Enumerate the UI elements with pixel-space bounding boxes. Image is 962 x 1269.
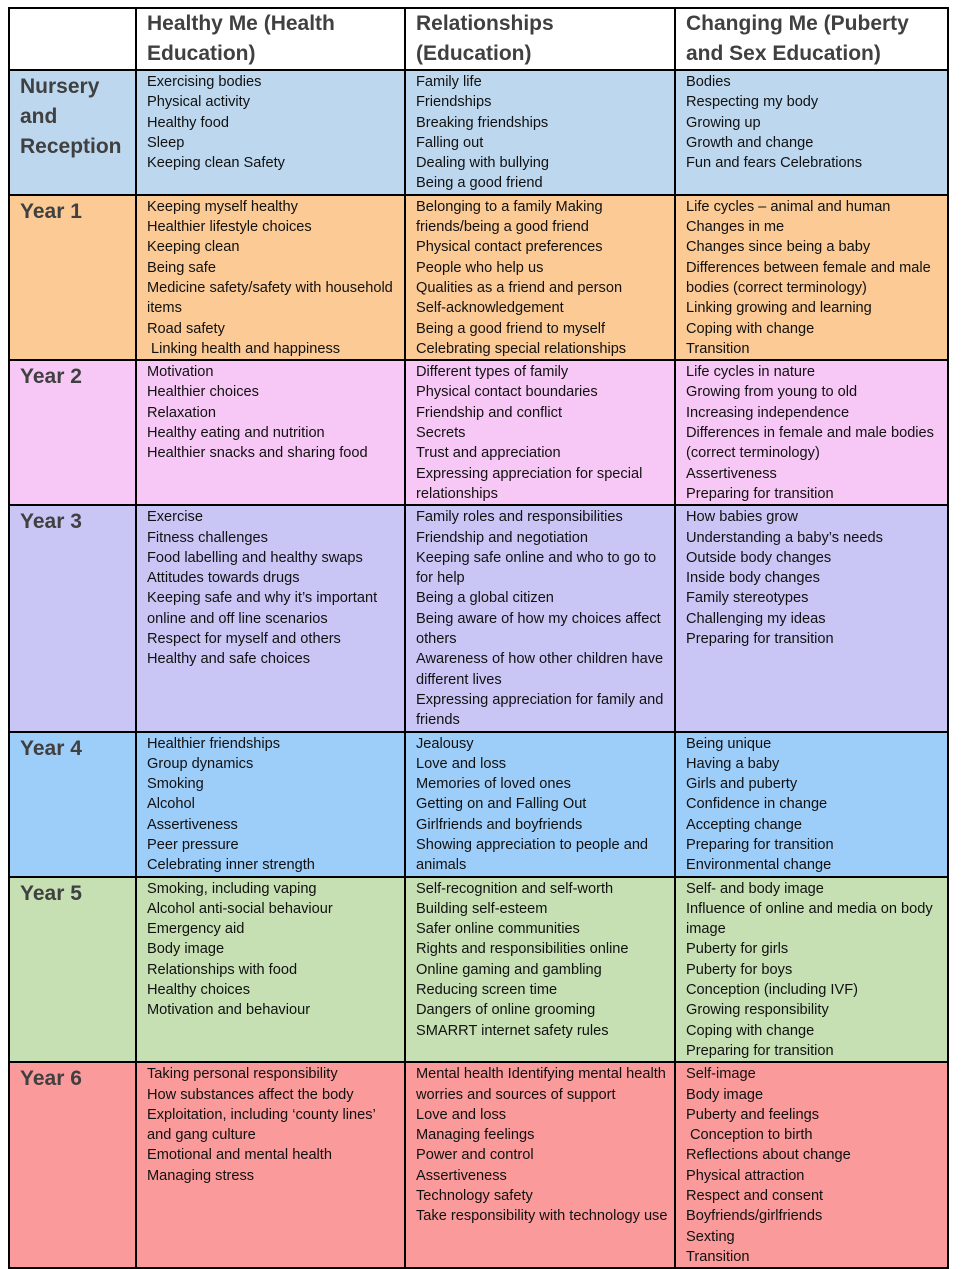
list-item: Exploitation, including ‘county lines’ and gang culture xyxy=(147,1106,376,1144)
list-item: Smoking, including vaping xyxy=(147,880,317,897)
list-item: Peer pressure xyxy=(147,836,239,853)
list-item: Smoking xyxy=(147,776,204,793)
list-item: Healthier lifestyle choices xyxy=(147,219,312,236)
list-item: Memories of loved ones xyxy=(416,776,571,793)
list-item: Qualities as a friend and person xyxy=(416,279,623,296)
relationships-cell xyxy=(405,1062,675,1268)
list-item: Healthy choices xyxy=(147,982,251,999)
list-item: Food labelling and healthy swaps xyxy=(147,549,363,566)
list-item: Awareness of how other children have different lives xyxy=(416,651,664,688)
list-item: SMARRT internet safety rules xyxy=(416,1022,609,1039)
list-item: Coping with change xyxy=(686,1022,815,1039)
list-item: Linking health and happiness xyxy=(151,340,341,357)
list-item: Managing feelings xyxy=(416,1127,535,1144)
list-item: Assertiveness xyxy=(147,816,238,833)
year-label-year-5: Year 5 xyxy=(9,877,136,1063)
list-item: Outside body changes xyxy=(686,549,832,566)
list-item: Puberty for boys xyxy=(686,961,793,978)
list-item: Relaxation xyxy=(147,404,216,421)
table-row xyxy=(9,732,948,877)
list-item: Self-image xyxy=(686,1066,756,1083)
list-item: Mental health Identifying mental health worries and sources of support xyxy=(416,1066,666,1103)
list-item: Boyfriends/girlfriends xyxy=(686,1208,823,1225)
list-item: Life cycles – animal and human xyxy=(686,198,891,215)
list-item: Conception (including IVF) xyxy=(686,982,858,999)
table-body xyxy=(9,70,948,1268)
list-item: Changes since being a baby xyxy=(686,239,871,256)
list-item: Alcohol anti-social behaviour xyxy=(147,900,333,917)
list-item: Rights and responsibilities online xyxy=(416,941,629,958)
header-relationships: Relationships (Education) xyxy=(405,8,675,70)
list-item: Falling out xyxy=(416,134,484,151)
list-item: Confidence in change xyxy=(686,796,828,813)
list-item: Belonging to a family Making friends/being a good friend xyxy=(416,198,603,236)
list-item: Being unique xyxy=(686,735,772,752)
list-item: Sexting xyxy=(686,1228,735,1245)
relationships-cell xyxy=(405,877,675,1063)
list-item: Self- and body image xyxy=(686,880,824,897)
list-item: Healthy food xyxy=(147,114,229,131)
list-item: Exercise xyxy=(147,509,203,526)
list-item: Keeping safe online and who to go to for help xyxy=(416,549,657,587)
list-item: Influence of online and media on body image xyxy=(686,900,933,938)
list-item: How substances affect the body xyxy=(147,1086,354,1103)
list-item: Assertiveness xyxy=(686,465,777,482)
relationships-cell xyxy=(405,70,675,195)
curriculum-table xyxy=(8,7,949,1269)
changing-cell xyxy=(675,877,948,1063)
list-item: Different types of family xyxy=(416,364,569,381)
list-item: Friendships xyxy=(416,94,492,111)
list-item: Trust and appreciation xyxy=(416,445,561,462)
list-item: Power and control xyxy=(416,1147,534,1164)
changing-cell xyxy=(675,70,948,195)
list-item: Transition xyxy=(686,1248,750,1265)
relationships-cell xyxy=(405,195,675,360)
health-cell xyxy=(136,732,405,877)
year-label-nursery-and-reception: Nursery and Reception xyxy=(9,70,136,195)
relationships-cell xyxy=(405,505,675,731)
table-row xyxy=(9,360,948,505)
list-item: Friendship and negotiation xyxy=(416,529,589,546)
list-item: Secrets xyxy=(416,425,466,442)
list-item: Girlfriends and boyfriends xyxy=(416,816,583,833)
header-row xyxy=(9,8,948,70)
list-item: Increasing independence xyxy=(686,404,850,421)
list-item: Family roles and responsibilities xyxy=(416,509,623,526)
list-item: Growth and change xyxy=(686,134,814,151)
list-item: Respect and consent xyxy=(686,1188,824,1205)
list-item: Having a baby xyxy=(686,755,780,772)
list-item: How babies grow xyxy=(686,509,798,526)
list-item: Body image xyxy=(147,941,225,958)
list-item: Medicine safety/safety with household items xyxy=(147,279,393,317)
list-item: Physical contact boundaries xyxy=(416,384,598,401)
changing-cell xyxy=(675,732,948,877)
list-item: Dangers of online grooming xyxy=(416,1002,596,1019)
list-item: Healthy and safe choices xyxy=(147,651,311,668)
list-item: Growing up xyxy=(686,114,761,131)
list-item: Conception to birth xyxy=(690,1127,813,1144)
year-label-year-2: Year 2 xyxy=(9,360,136,505)
list-item: Being a good friend xyxy=(416,175,543,192)
list-item: Being aware of how my choices affect others xyxy=(416,610,661,648)
list-item: Motivation and behaviour xyxy=(147,1002,311,1019)
header-healthy-me: Healthy Me (Health Education) xyxy=(136,8,405,70)
list-item: Environmental change xyxy=(686,857,832,874)
changing-cell xyxy=(675,195,948,360)
list-item: Being a good friend to myself xyxy=(416,320,606,337)
list-item: Dealing with bullying xyxy=(416,155,550,172)
list-item: Inside body changes xyxy=(686,570,820,587)
list-item: Getting on and Falling Out xyxy=(416,796,587,813)
table-row xyxy=(9,877,948,1063)
list-item: Being a global citizen xyxy=(416,590,554,607)
list-item: Physical activity xyxy=(147,94,250,111)
list-item: Managing stress xyxy=(147,1167,255,1184)
list-item: Respecting my body xyxy=(686,94,819,111)
list-item: Love and loss xyxy=(416,1106,507,1123)
changing-cell xyxy=(675,1062,948,1268)
list-item: Group dynamics xyxy=(147,755,254,772)
list-item: Alcohol xyxy=(147,796,195,813)
list-item: Self-recognition and self-worth xyxy=(416,880,614,897)
list-item: Expressing appreciation for family and friends xyxy=(416,691,664,729)
relationships-cell xyxy=(405,360,675,505)
health-cell xyxy=(136,1062,405,1268)
list-item: Taking personal responsibility xyxy=(147,1066,338,1083)
health-cell xyxy=(136,360,405,505)
year-label-year-1: Year 1 xyxy=(9,195,136,360)
list-item: Preparing for transition xyxy=(686,631,834,648)
list-item: Differences between female and male bodies (correct terminology) xyxy=(686,259,931,296)
health-cell xyxy=(136,195,405,360)
list-item: Being safe xyxy=(147,259,216,276)
list-item: Friendship and conflict xyxy=(416,404,563,421)
year-label-year-3: Year 3 xyxy=(9,505,136,731)
list-item: Family life xyxy=(416,74,482,90)
year-label-year-4: Year 4 xyxy=(9,732,136,877)
relationships-cell xyxy=(405,732,675,877)
year-label-year-6: Year 6 xyxy=(9,1062,136,1268)
list-item: Healthier snacks and sharing food xyxy=(147,445,368,462)
list-item: Sleep xyxy=(147,134,185,151)
changing-cell xyxy=(675,360,948,505)
list-item: Keeping myself healthy xyxy=(147,198,298,215)
health-cell xyxy=(136,505,405,731)
list-item: Keeping clean Safety xyxy=(147,155,285,172)
list-item: Coping with change xyxy=(686,320,815,337)
list-item: Differences in female and male bodies (correct terminology) xyxy=(686,425,934,462)
list-item: Self-acknowledgement xyxy=(416,300,564,317)
list-item: Bodies xyxy=(686,74,731,90)
list-item: Physical attraction xyxy=(686,1167,805,1184)
list-item: Showing appreciation to people and animals xyxy=(416,836,649,874)
list-item: Keeping safe and why it’s important online and off line scenarios xyxy=(147,590,378,627)
list-item: Changes in me xyxy=(686,219,785,236)
header-changing-me: Changing Me (Puberty and Sex Education) xyxy=(675,8,948,70)
list-item: Reducing screen time xyxy=(416,982,558,999)
list-item: Emotional and mental health xyxy=(147,1147,332,1164)
table-row xyxy=(9,1062,948,1268)
list-item: Expressing appreciation for special relationships xyxy=(416,465,643,502)
list-item: Road safety xyxy=(147,320,225,337)
list-item: Jealousy xyxy=(416,735,474,752)
list-item: Physical contact preferences xyxy=(416,239,603,256)
list-item: Assertiveness xyxy=(416,1167,507,1184)
list-item: Healthier choices xyxy=(147,384,259,401)
list-item: Attitudes towards drugs xyxy=(147,570,300,587)
list-item: Keeping clean xyxy=(147,239,240,256)
header-corner xyxy=(9,8,136,70)
table-row xyxy=(9,195,948,360)
list-item: Take responsibility with technology use xyxy=(416,1208,668,1225)
list-item: Emergency aid xyxy=(147,921,245,938)
list-item: Online gaming and gambling xyxy=(416,961,602,978)
list-item: Linking growing and learning xyxy=(686,300,872,317)
list-item: Breaking friendships xyxy=(416,114,549,131)
list-item: Exercising bodies xyxy=(147,74,262,90)
list-item: Challenging my ideas xyxy=(686,610,826,627)
list-item: Preparing for transition xyxy=(686,1042,834,1059)
list-item: Reflections about change xyxy=(686,1147,851,1164)
list-item: Understanding a baby’s needs xyxy=(686,529,883,546)
health-cell xyxy=(136,877,405,1063)
list-item: Building self-esteem xyxy=(416,900,548,917)
health-cell xyxy=(136,70,405,195)
list-item: Love and loss xyxy=(416,755,507,772)
table-row xyxy=(9,505,948,731)
list-item: Technology safety xyxy=(416,1188,533,1205)
list-item: Transition xyxy=(686,340,750,357)
list-item: Preparing for transition xyxy=(686,836,834,853)
list-item: Fitness challenges xyxy=(147,529,268,546)
list-item: Puberty for girls xyxy=(686,941,789,958)
table-row xyxy=(9,70,948,195)
list-item: Healthy eating and nutrition xyxy=(147,425,325,442)
list-item: Girls and puberty xyxy=(686,776,798,793)
list-item: Healthier friendships xyxy=(147,735,281,752)
list-item: Safer online communities xyxy=(416,921,580,938)
list-item: Growing responsibility xyxy=(686,1002,829,1019)
list-item: Growing from young to old xyxy=(686,384,858,401)
list-item: Relationships with food xyxy=(147,961,298,978)
list-item: Respect for myself and others xyxy=(147,631,341,648)
list-item: People who help us xyxy=(416,259,544,276)
list-item: Fun and fears Celebrations xyxy=(686,155,863,172)
changing-cell xyxy=(675,505,948,731)
list-item: Family stereotypes xyxy=(686,590,809,607)
list-item: Puberty and feelings xyxy=(686,1106,820,1123)
list-item: Celebrating special relationships xyxy=(416,340,627,357)
list-item: Celebrating inner strength xyxy=(147,857,315,874)
list-item: Body image xyxy=(686,1086,764,1103)
list-item: Life cycles in nature xyxy=(686,364,815,381)
list-item: Accepting change xyxy=(686,816,803,833)
list-item: Preparing for transition xyxy=(686,485,834,502)
list-item: Motivation xyxy=(147,364,214,381)
